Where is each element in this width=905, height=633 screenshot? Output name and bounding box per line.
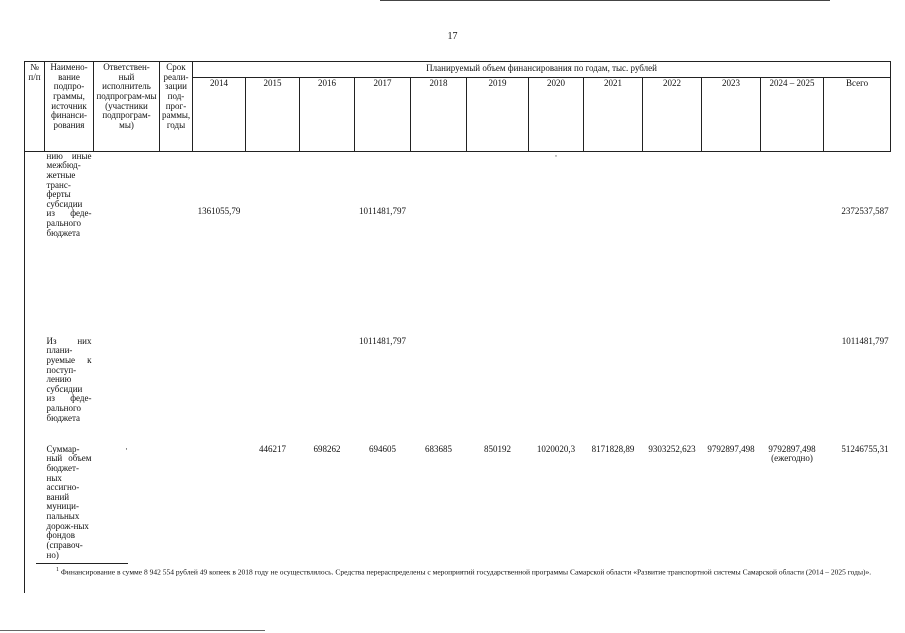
footnote-mark: 1	[56, 567, 59, 573]
cell-value	[643, 151, 702, 333]
footnote	[36, 567, 881, 577]
cell-value	[193, 333, 246, 441]
cell-value	[584, 151, 643, 333]
row-name: Из них плани-руемые к поступ-лению субсидии из феде-рального бюджета	[46, 335, 92, 423]
cell-value: 698262	[313, 443, 341, 454]
stray-mark: ·	[554, 150, 558, 161]
header-year: 2024 – 2025	[761, 77, 824, 151]
header-year: 2019	[467, 77, 529, 151]
table-row	[25, 333, 891, 441]
footnote-text: Финансирование в сумме 8 942 554 рублей 49 копеек в 2018 году не осуществлялось. Средства перераспределены с мероприятий государственной программы Самарской области «Развитие транспортной системы Самарской области (2014 – 2025 годы)».	[60, 567, 872, 577]
top-rule	[380, 0, 830, 1]
row-executor	[94, 333, 160, 441]
cell-total: 2372537,587	[841, 205, 889, 216]
header-name: Наимено-вание подпро-граммы, источник финанси-рования	[45, 62, 94, 152]
cell-total: 51246755,31	[841, 443, 889, 454]
row-name: нию иные межбюд-жетные транс-ферты субсидии из феде-рального бюджета	[46, 150, 92, 238]
header-year: 2017	[355, 77, 411, 151]
header-year: 2014	[193, 77, 246, 151]
row-executor: ·	[125, 443, 128, 454]
cell-value	[702, 151, 761, 333]
cell-value	[300, 333, 355, 441]
header-num: № п/п	[25, 62, 45, 152]
row-term	[160, 333, 193, 441]
cell-value	[761, 151, 824, 333]
header-executor: Ответствен-ный исполнитель подпрограм-мы (участники подпрограм-мы)	[94, 62, 160, 152]
cell-value: 1361055,79	[197, 205, 241, 216]
cell-value	[300, 151, 355, 333]
cell-value	[761, 333, 824, 441]
cell-value	[467, 151, 529, 333]
table-row	[25, 151, 891, 333]
cell-value: 1011481,797	[359, 335, 406, 346]
cell-value	[584, 333, 643, 441]
header-year: 2021	[584, 77, 643, 151]
header-plan: Планируемый объем финансирования по годам, тыс. рублей	[193, 62, 891, 78]
cell-value-2024-2025: 9792897,498	[768, 443, 816, 454]
cell-value: 683685	[425, 443, 452, 454]
financing-table	[24, 61, 891, 593]
cell-value: 1011481,797	[359, 205, 406, 216]
cell-value: 9792897,498	[707, 443, 755, 454]
cell-value: 1020020,3	[536, 443, 576, 454]
cell-value: 9303252,623	[648, 443, 696, 454]
cell-value: 694605	[369, 443, 396, 454]
header-year: 2015	[246, 77, 300, 151]
cell-value	[643, 333, 702, 441]
cell-value	[246, 333, 300, 441]
header-term: Срок реали-зации под-прог-раммы, годы	[160, 62, 193, 152]
cell-value	[529, 333, 584, 441]
header-year: 2023	[702, 77, 761, 151]
row-term	[160, 151, 193, 333]
page-number: 17	[447, 31, 458, 42]
cell-value: 446217	[259, 443, 286, 454]
footnote-separator	[36, 563, 128, 564]
row-executor	[94, 151, 160, 333]
header-total: Всего	[824, 77, 891, 151]
row-name: Суммар-ный объем бюджет-ных ассигно-ваний муници-пальных дорож-ных фондов (справоч-но)	[46, 443, 92, 560]
cell-value: 8171828,89	[591, 443, 635, 454]
cell-value	[411, 333, 467, 441]
cell-value	[246, 151, 300, 333]
header-year: 2022	[643, 77, 702, 151]
header-year: 2020	[529, 77, 584, 151]
header-year: 2018	[411, 77, 467, 151]
cell-total: 1011481,797	[841, 335, 889, 346]
cell-value: 850192	[484, 443, 511, 454]
cell-value	[702, 333, 761, 441]
cell-value	[467, 333, 529, 441]
cell-value	[411, 151, 467, 333]
header-year: 2016	[300, 77, 355, 151]
cell-note-annual: (ежегодно)	[771, 453, 813, 464]
bottom-rule	[0, 630, 265, 631]
